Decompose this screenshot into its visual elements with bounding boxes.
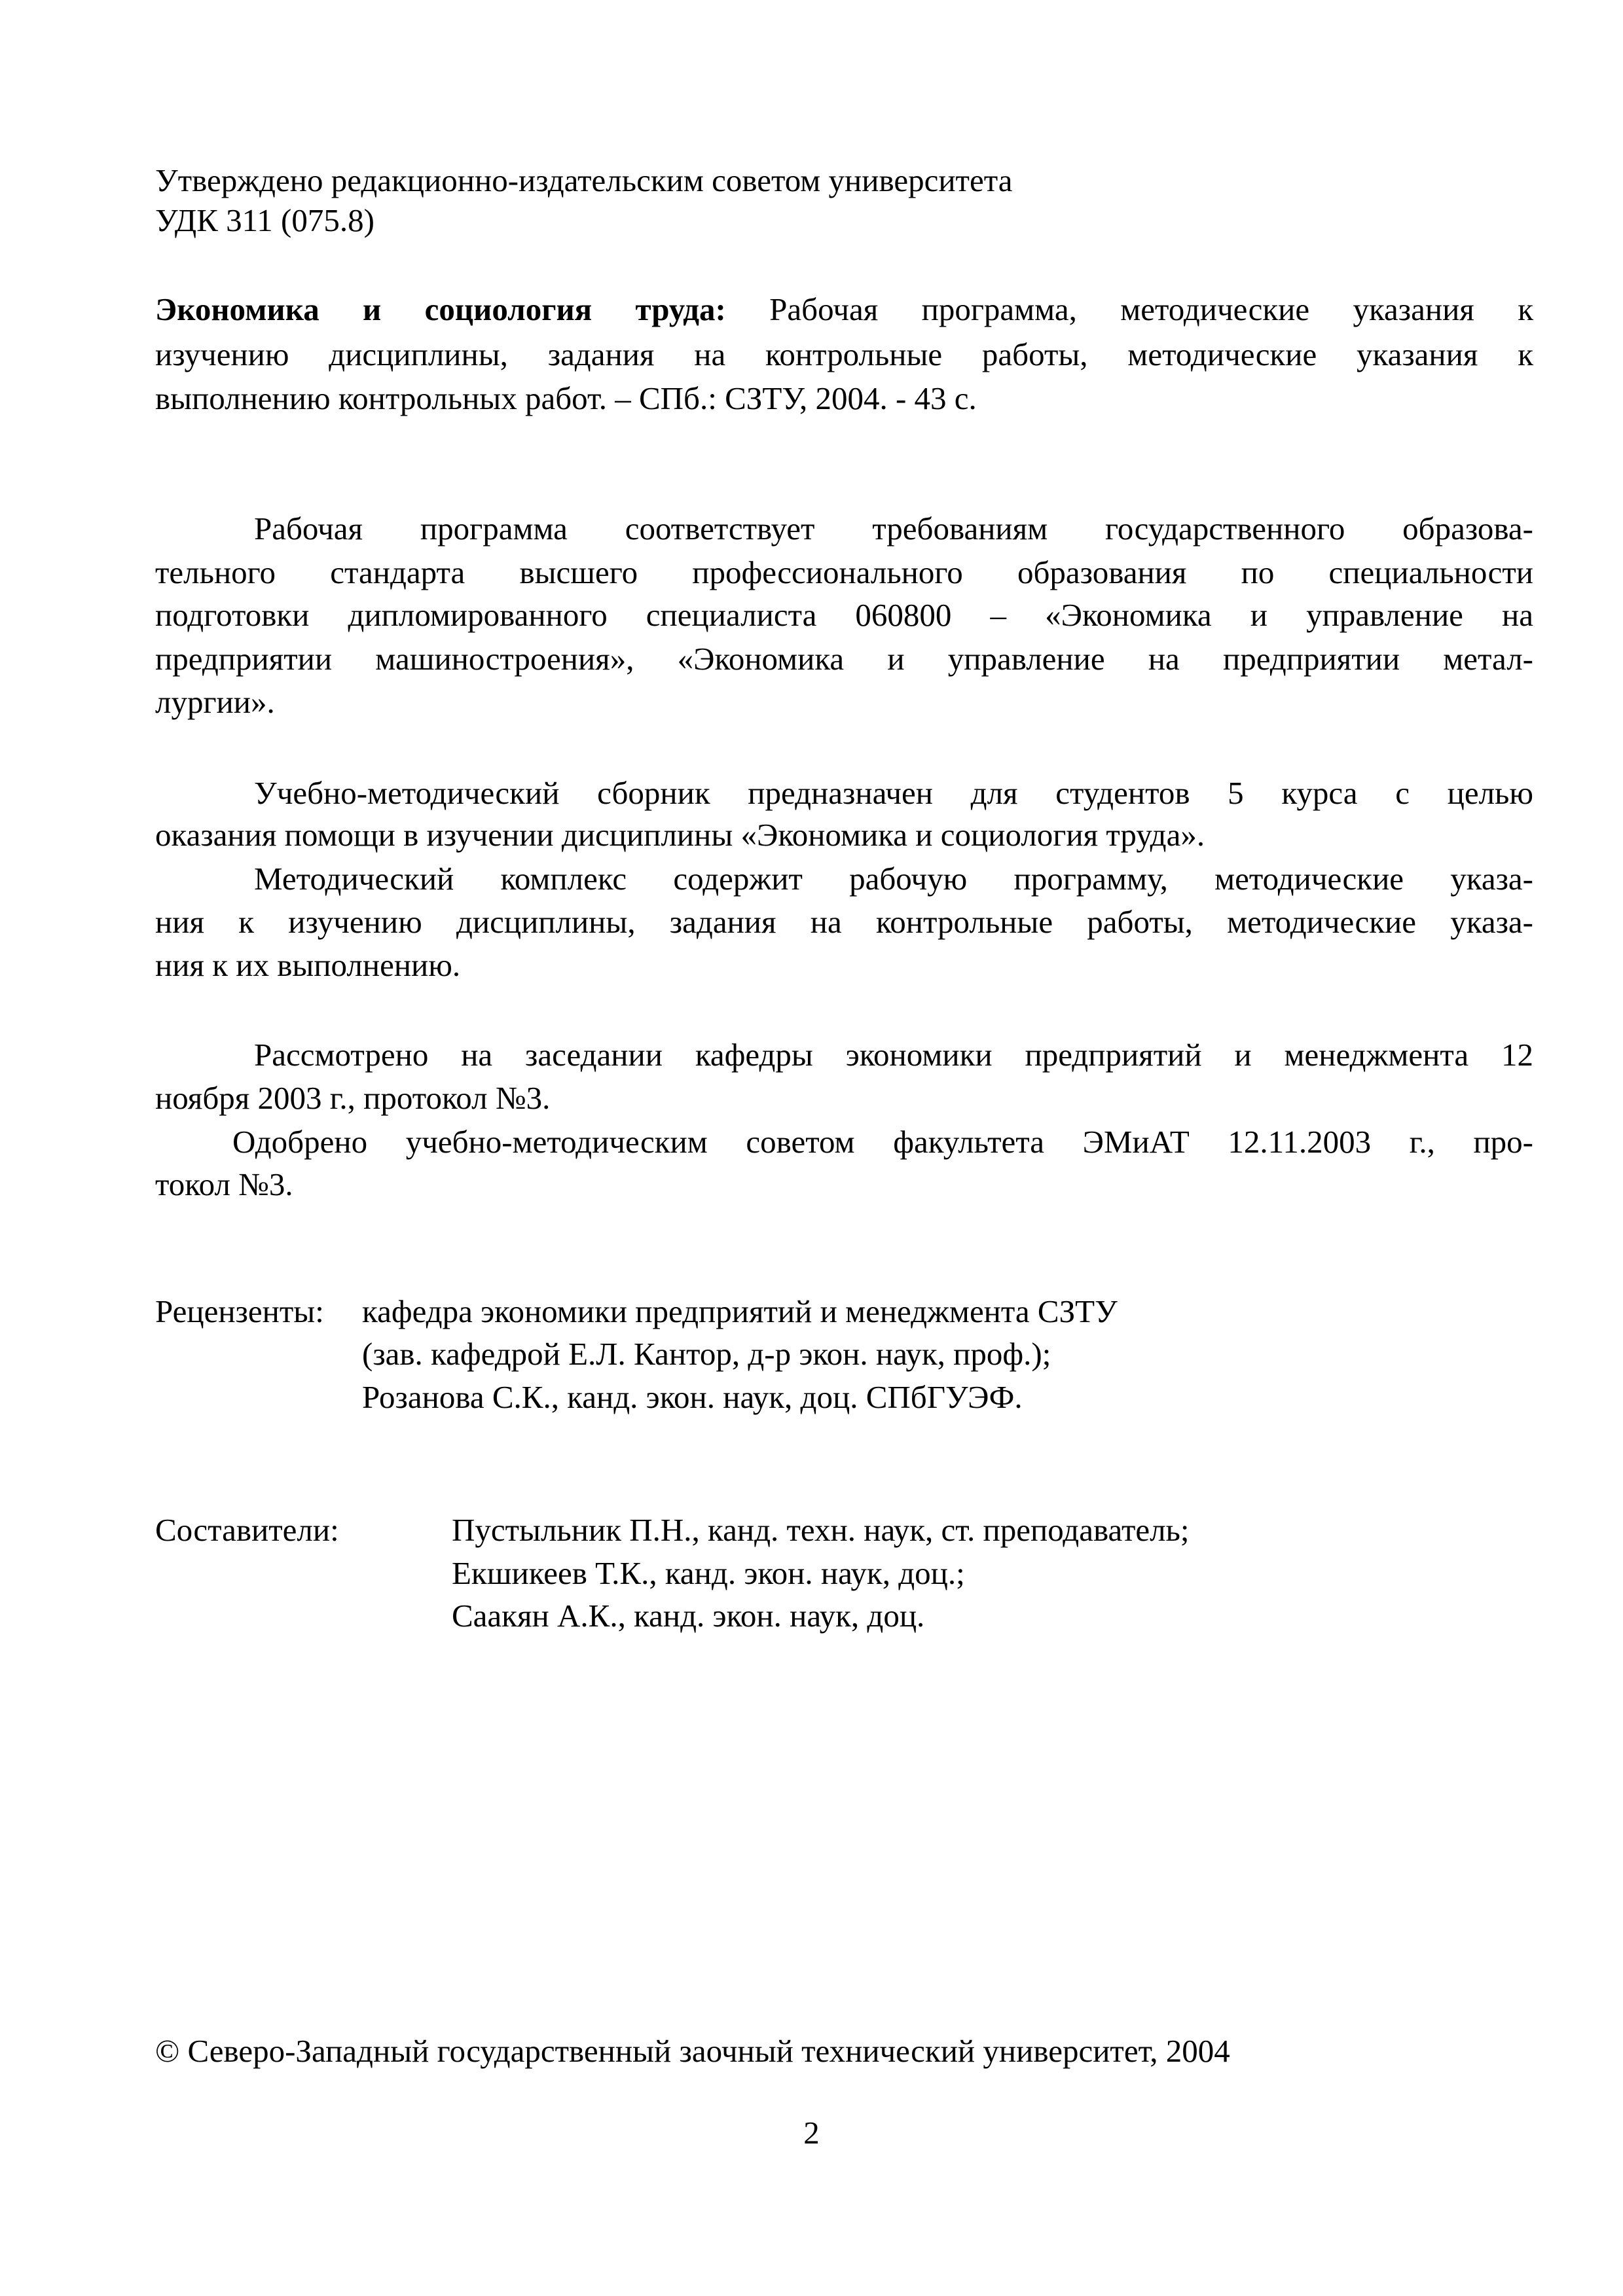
review-line-1: Рассмотрено на заседании кафедры экономики предприятий и менеджмента 12 — [254, 1037, 1533, 1073]
program-line-5: лургии». — [155, 684, 275, 720]
bibliography-line-3: выполнению контрольных работ. – СПб.: СЗТУ, 2004. - 43 с. — [155, 380, 977, 416]
complex-line-2: ния к изучению дисциплины, задания на контрольные работы, методические указа- — [155, 904, 1533, 940]
reviewer-line-3: Розанова С.К., канд. экон. наук, доц. СПбГУЭФ. — [362, 1379, 1023, 1415]
reviewer-line-1: кафедра экономики предприятий и менеджмента СЗТУ — [362, 1293, 1118, 1329]
complex-line-3: ния к их выполнению. — [155, 947, 461, 983]
compiler-line-2: Екшикеев Т.К., канд. экон. наук, доц.; — [452, 1555, 965, 1591]
collection-line-2: оказания помощи в изучении дисциплины «Экономика и социология труда». — [155, 817, 1205, 853]
approval-line: Утверждено редакционно-издательским советом университета — [155, 162, 1013, 198]
program-line-3: подготовки дипломированного специалиста 060800 – «Экономика и управление на — [155, 597, 1533, 633]
compiler-line-3: Саакян А.К., канд. экон. наук, доц. — [452, 1598, 925, 1634]
collection-line-1: Учебно-методический сборник предназначен для студентов 5 курса с целью — [254, 775, 1533, 811]
review-line-2: ноября 2003 г., протокол №3. — [155, 1080, 551, 1116]
program-line-4: предприятии машиностроения», «Экономика и управление на предприятии метал- — [155, 641, 1533, 677]
bibliography-line-2: изучению дисциплины, задания на контрольные работы, методические указания к — [155, 336, 1533, 372]
compiler-line-1: Пустыльник П.Н., канд. техн. наук, ст. преподаватель; — [452, 1512, 1190, 1548]
program-line-1: Рабочая программа соответствует требованиям государственного образова- — [254, 511, 1533, 547]
reviewer-line-2: (зав. кафедрой Е.Л. Кантор, д-р экон. наук, проф.); — [362, 1336, 1051, 1372]
udc-line: УДК 311 (075.8) — [155, 202, 374, 238]
approval-paragraph-line-1: Одобрено учебно-методическим советом факультета ЭМиАТ 12.11.2003 г., про- — [232, 1124, 1533, 1160]
reviewers-label: Рецензенты: — [155, 1293, 324, 1329]
copyright-line: © Северо-Западный государственный заочный технический университет, 2004 — [155, 2033, 1230, 2069]
bibliography-line-1-rest: Рабочая программа, методические указания к — [769, 291, 1533, 327]
compilers-label: Составители: — [155, 1512, 339, 1548]
page-number: 2 — [803, 2115, 820, 2151]
program-line-2: тельного стандарта высшего профессионального образования по специальности — [155, 554, 1533, 590]
document-title: Экономика и социология труда: — [155, 291, 726, 327]
bibliography-line-1 — [155, 287, 1533, 331]
approval-paragraph-line-2: токол №3. — [155, 1166, 293, 1202]
complex-line-1: Методический комплекс содержит рабочую программу, методические указа- — [254, 861, 1533, 897]
